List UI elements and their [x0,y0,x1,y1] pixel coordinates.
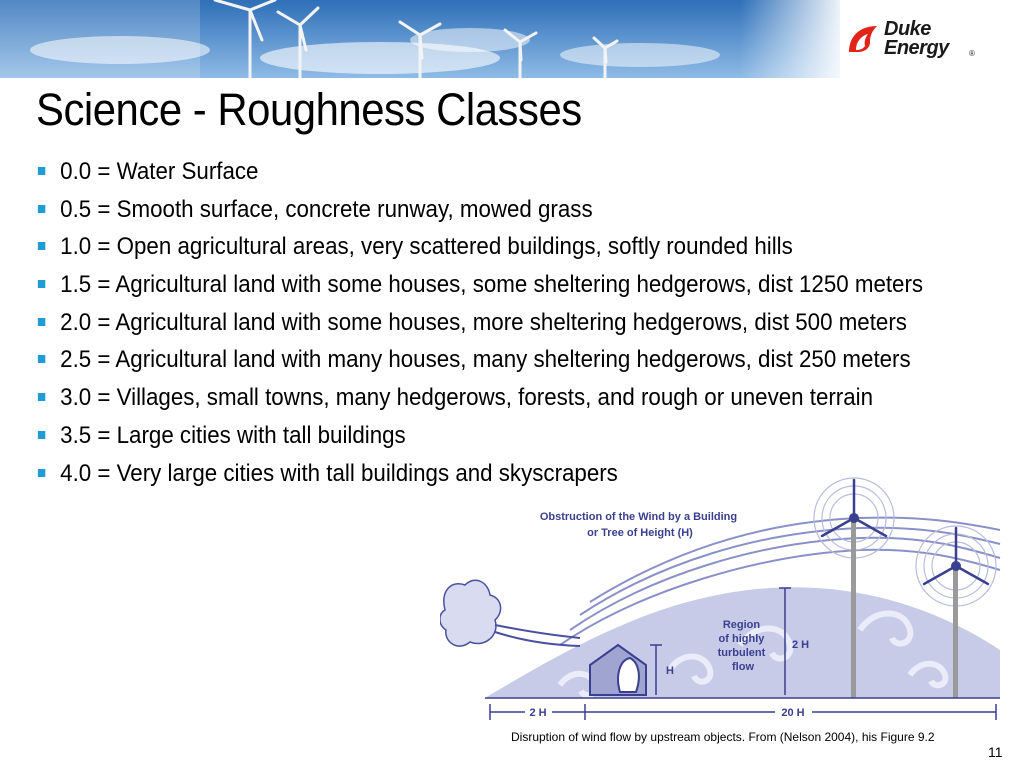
list-item [36,381,923,419]
square-bullet-icon [38,205,45,213]
list-item-text: 0.5 = Smooth surface, concrete runway, mowed grass [60,195,593,223]
wind-face-illustration [440,580,580,646]
square-bullet-icon [38,431,45,439]
square-bullet-icon [38,393,45,401]
region-label-line-3: turbulent [717,647,766,659]
list-item-text: 2.0 = Agricultural land with some houses, more sheltering hedgerows, dist 500 meters [60,308,907,336]
height-label: H [666,665,674,677]
distance-dimensions [490,704,996,720]
list-item-text: 1.0 = Open agricultural areas, very scattered buildings, softly rounded hills [60,233,793,261]
list-item-text: 3.5 = Large cities with tall buildings [60,421,406,449]
list-item [36,306,923,344]
region-label-line-1: Region [722,619,761,631]
square-bullet-icon [38,469,45,477]
square-bullet-icon [38,318,45,326]
list-item [36,343,923,381]
figure-title [540,511,740,539]
registered-mark: ® [969,49,975,58]
list-item [36,155,923,193]
square-bullet-icon [38,280,45,288]
list-item [36,268,923,306]
wind-turbine-sky-image [0,0,840,78]
downstream-distance-label: 20 H [781,707,805,719]
duke-energy-logo [846,18,976,62]
upstream-distance-label: 2 H [529,707,547,719]
region-label-line-4: flow [732,661,754,673]
list-item-text: 2.5 = Agricultural land with many houses, many sheltering hedgerows, dist 250 meters [60,346,911,374]
figure-title-line-1: Obstruction of the Wind by a Building [539,511,738,523]
list-item-text: 4.0 = Very large cities with tall buildings and skyscrapers [60,459,618,487]
header-banner-image [0,0,840,78]
list-item [36,193,923,231]
square-bullet-icon [38,355,45,363]
list-item-text: 0.0 = Water Surface [60,158,259,185]
region-height-label: 2 H [792,639,810,651]
wind-obstruction-figure [440,470,1005,725]
slide-title: Science - Roughness Classes [36,84,582,135]
wind-obstruction-diagram [440,470,1005,725]
square-bullet-icon [38,242,45,250]
logo-word-duke: Duke [884,18,931,40]
list-item [36,230,923,268]
figure-title-line-2: or Tree of Height (H) [587,527,693,539]
banner-fade [740,0,840,78]
roughness-class-list [36,155,990,494]
duke-energy-flame-icon [846,22,880,56]
square-bullet-icon [38,167,45,175]
list-item [36,419,923,457]
figure-caption: Disruption of wind flow by upstream objects. From (Nelson 2004), his Figure 9.2 [511,730,935,744]
region-label-line-2: of highly [718,633,765,645]
list-item-text: 1.5 = Agricultural land with some houses, some sheltering hedgerows, dist 1250 meters [60,271,924,299]
logo-word-energy: Energy [884,37,949,59]
page-number: 11 [988,744,1003,760]
list-item-text: 3.0 = Villages, small towns, many hedgerows, forests, and rough or uneven terrain [60,384,874,412]
